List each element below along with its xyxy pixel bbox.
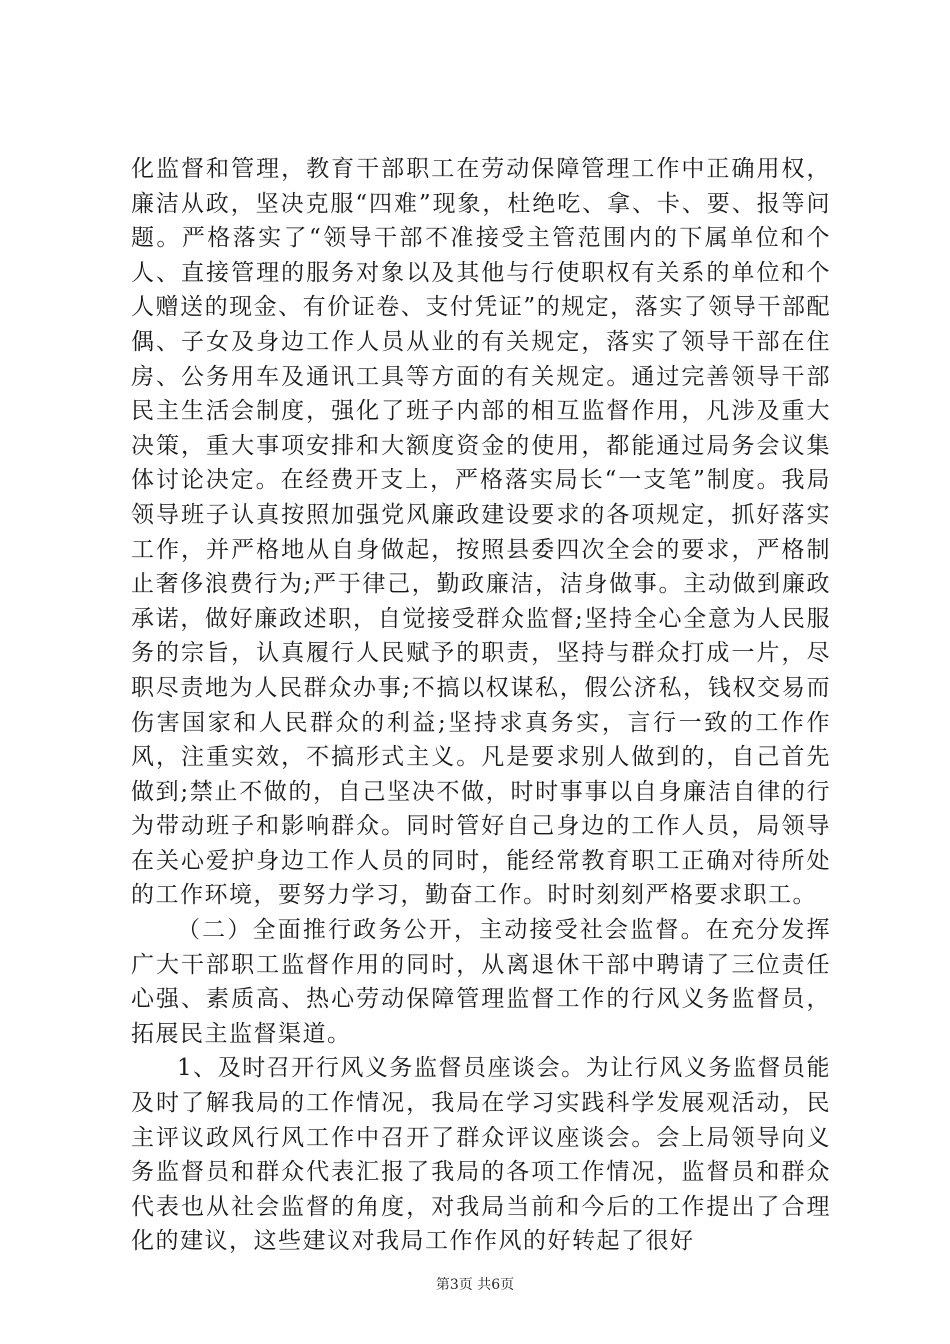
document-body [131,152,831,1259]
paragraph-3: 1、及时召开行风义务监督员座谈会。为让行风义务监督员能及时了解我局的工作情况，我局在学习实践科学发展观活动，民主评议政风行风工作中召开了群众评议座谈会。会上局领导向义务监督员和群众代表汇报了我局的各项工作情况，监督员和群众代表也从社会监督的角度，对我局当前和今后的工作提出了合理化的建议，这些建议对我局工作作风的好转起了很好 [131,1055,831,1255]
page-number-footer: 第3页 共6页 [435,1277,515,1293]
paragraph-2: （二）全面推行政务公开，主动接受社会监督。在充分发挥广大干部职工监督作用的同时，从离退休干部中聘请了三位责任心强、素质高、热心劳动保障管理监督工作的行风义务监督员，拓展民主监督渠道。 [131,917,831,1047]
paragraph-1: 化监督和管理，教育干部职工在劳动保障管理工作中正确用权，廉洁从政，坚决克服“四难”现象，杜绝吃、拿、卡、要、报等问题。严格落实了“领导干部不准接受主管范围内的下属单位和个人、直接管理的服务对象以及其他与行使职权有关系的单位和个人赠送的现金、有价证卷、支付凭证”的规定，落实了领导干部配偶、子女及身边工作人员从业的有关规定，落实了领导干部在住房、公务用车及通讯工具等方面的有关规定。通过完善领导干部民主生活会制度，强化了班子内部的相互监督作用，凡涉及重大决策，重大事项安排和大额度资金的使用，都能通过局务会议集体讨论决定。在经费开支上，严格落实局长“一支笔”制度。我局领导班子认真按照加强党风廉政建设要求的各项规定，抓好落实工作，并严格地从自身做起，按照县委四次全会的要求，严格制止奢侈浪费行为;严于律己，勤政廉洁，洁身做事。主动做到廉政承诺，做好廉政述职，自觉接受群众监督;坚持全心全意为人民服务的宗旨，认真履行人民赋予的职责，坚持与群众打成一片，尽职尽责地为人民群众办事;不搞以权谋私，假公济私，钱权交易而伤害国家和人民群众的利益;坚持求真务实，言行一致的工作作风，注重实效，不搞形式主义。凡是要求别人做到的，自己首先做到;禁止不做的，自己坚决不做，时时事事以自身廉洁自律的行为带动班子和影响群众。同时管好自己身边的工作人员，局领导在关心爱护身边工作人员的同时，能经常教育职工正确对待所处的工作环境，要努力学习，勤奋工作。时时刻刻严格要求职工。 [131,156,831,909]
